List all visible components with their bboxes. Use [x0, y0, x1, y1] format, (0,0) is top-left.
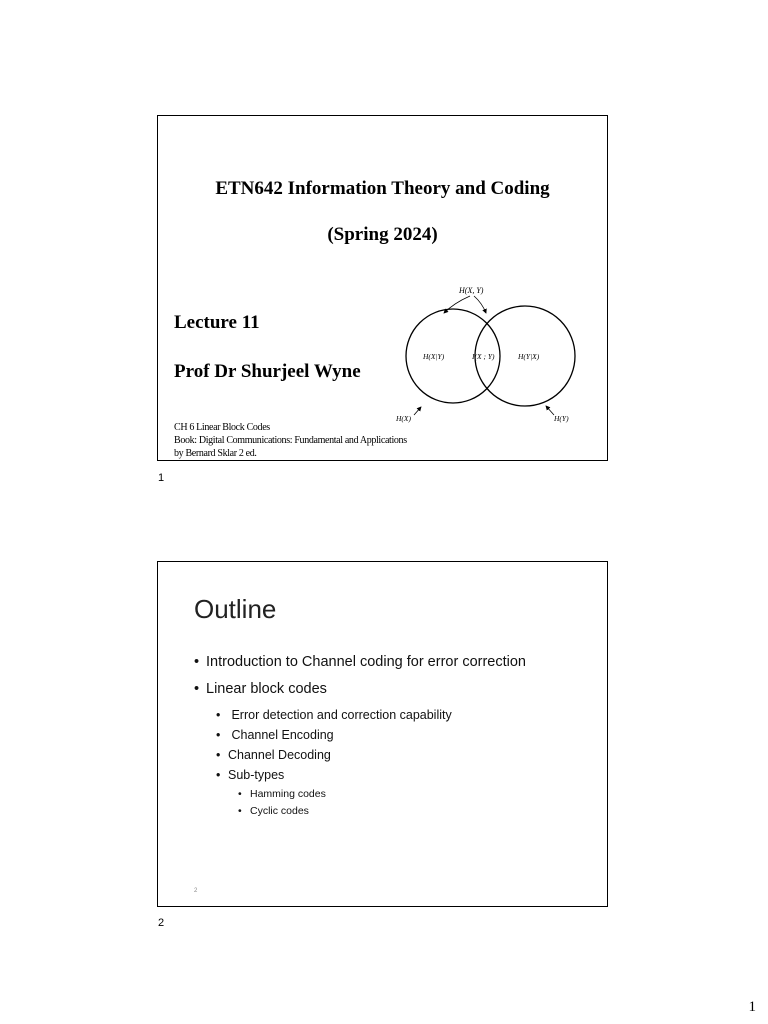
reference-line: Book: Digital Communications: Fundamental and Applications — [174, 435, 407, 446]
slide-number: 2 — [158, 917, 165, 929]
joint-entropy-label: H(X, Y) — [459, 286, 484, 295]
conditional-hxy-label: H(X|Y) — [423, 352, 445, 361]
outline-list — [194, 654, 526, 822]
slide-footer-number: 2 — [194, 888, 198, 894]
bullet-icon: • — [216, 768, 221, 782]
bullet-icon: • — [216, 728, 221, 742]
outline-item-text: Sub-types — [228, 768, 285, 782]
reference-line: CH 6 Linear Block Codes — [174, 422, 270, 433]
slide-2 — [157, 561, 608, 907]
course-term: (Spring 2024) — [327, 224, 438, 245]
outline-item-text: Channel Encoding — [228, 728, 334, 742]
outline-item-text: Cyclic codes — [250, 805, 309, 817]
bullet-icon: • — [238, 788, 242, 800]
conditional-hyx-label: H(Y|X) — [518, 352, 540, 361]
hx-arrow — [414, 407, 421, 415]
venn-diagram — [394, 281, 600, 425]
outline-item — [194, 748, 526, 768]
reference-text — [174, 421, 407, 460]
lecture-number: Lecture 11 — [174, 312, 260, 333]
mutual-info-label: I(X ; Y) — [472, 352, 495, 361]
outline-item-text: Hamming codes — [250, 788, 326, 800]
outline-item — [194, 805, 526, 822]
slide-title: Outline — [194, 594, 277, 624]
outline-item — [194, 768, 526, 788]
course-title: ETN642 Information Theory and Coding — [215, 178, 550, 199]
slide-1 — [157, 115, 608, 461]
hy-arrow — [546, 406, 554, 415]
bullet-icon: • — [216, 708, 221, 722]
slide-number: 1 — [158, 472, 165, 484]
outline-item — [194, 654, 526, 681]
outline-item-text: Channel Decoding — [228, 748, 331, 762]
professor-name: Prof Dr Shurjeel Wyne — [174, 361, 361, 382]
outline-item-text: Error detection and correction capability — [228, 708, 452, 722]
bullet-icon: • — [194, 654, 200, 670]
outline-item-text: Introduction to Channel coding for error correction — [206, 654, 526, 670]
outline-item-text: Linear block codes — [206, 681, 327, 697]
outline-item — [194, 728, 526, 748]
joint-arrow-right — [474, 296, 486, 313]
outline-item — [194, 788, 526, 805]
bullet-icon: • — [216, 748, 221, 762]
hx-label: H(X) — [396, 414, 411, 423]
outline-item — [194, 708, 526, 728]
outline-item — [194, 681, 526, 708]
bullet-icon: • — [238, 805, 242, 817]
reference-line: by Bernard Sklar 2 ed. — [174, 448, 257, 459]
page-number: 1 — [748, 999, 756, 1015]
hy-label: H(Y) — [554, 414, 569, 423]
bullet-icon: • — [194, 681, 200, 697]
